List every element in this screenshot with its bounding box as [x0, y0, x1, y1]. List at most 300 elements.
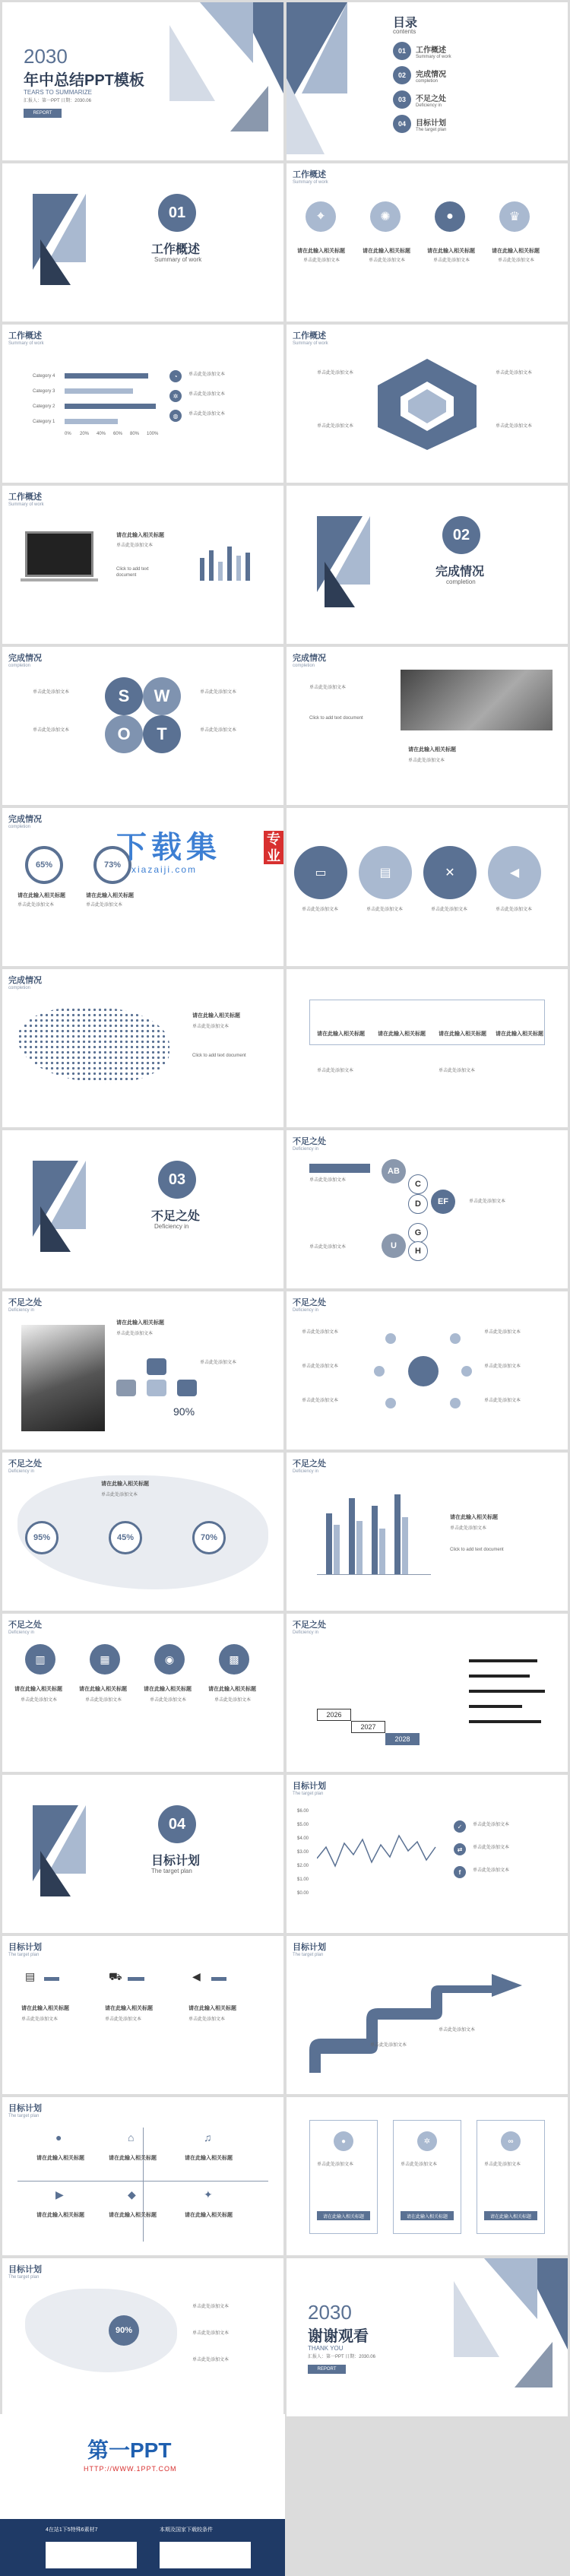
slide-header: 完成情况 completion [8, 815, 42, 829]
ending-meta: 汇报人：第一PPT 日期：2030.06 [308, 2355, 375, 2359]
slide-header: 完成情况 completion [8, 654, 42, 668]
ending-year: 2030 [308, 2301, 352, 2324]
share-icon: ⇄ [454, 1843, 466, 1855]
hex-c: C [408, 1174, 428, 1194]
item-text: 单击此处添加文本 [469, 1199, 506, 1204]
item-text: 单击此处添加文本 [200, 690, 237, 695]
slide-plan-grid[interactable] [2, 2097, 283, 2255]
axis-tick: 40% [97, 432, 106, 436]
item-text: 单击此处添加文本 [496, 908, 533, 912]
axis-tick: 20% [80, 432, 90, 436]
item-text: 单击此处添加文本 [433, 258, 470, 263]
toc-item-1-en: Summary of work [416, 55, 451, 59]
watermark-site: xiazaiji.com [131, 864, 198, 875]
item-text: 单击此处添加文本 [496, 371, 533, 375]
item-text: 单击此处添加文本 [188, 372, 226, 377]
watermark-badge: 专业 [264, 831, 283, 864]
cycle-diagram [370, 355, 484, 454]
toc-item-4-en: The target plan [416, 128, 447, 132]
toc-title-en: contents [393, 28, 416, 35]
check-icon: ✓ [454, 1820, 466, 1833]
bar [65, 404, 156, 409]
item-text: 单击此处添加文本 [302, 1399, 339, 1403]
cover-subtitle: TEARS TO SUMMARIZE [24, 89, 92, 96]
user-icon: ● [55, 2131, 62, 2143]
item-text: 单击此处添加文本 [192, 1025, 230, 1029]
ending-title: 谢谢观看 [308, 2328, 369, 2345]
slide-lack-map[interactable] [2, 1453, 283, 1611]
swot-o: O [105, 715, 143, 753]
slide-header: 目标计划 The target plan [8, 2265, 42, 2280]
cover-year: 2030 [24, 45, 68, 68]
card-button[interactable]: 请在此输入相关标题 [317, 2211, 370, 2220]
slide-plan-arrow[interactable] [287, 1936, 568, 2094]
document-icon: ▤ [25, 1970, 36, 1982]
item-text: Click to add text document [450, 1548, 504, 1552]
ending-report-button[interactable]: REPORT [308, 2365, 346, 2374]
bar [469, 1675, 530, 1678]
section-title: 完成情况 [435, 566, 485, 578]
slide-section-01[interactable] [2, 163, 283, 322]
slide-header: 不足之处 Deficiency in [293, 1298, 326, 1313]
divider [17, 2181, 268, 2182]
item-text: 单击此处添加文本 [484, 1330, 521, 1335]
ring-90: 90% [109, 2315, 139, 2346]
item-title: 请在此输入相关标题 [185, 2156, 233, 2161]
item-text: 单击此处添加文本 [317, 1069, 354, 1073]
item-title: 请在此输入相关标题 [144, 1687, 192, 1692]
slide-header: 不足之处 Deficiency in [293, 1137, 326, 1152]
item-title: 请在此输入相关标题 [317, 1031, 365, 1037]
slide-header: 工作概述 Summary of work [293, 331, 328, 346]
bar [218, 562, 223, 581]
bar [209, 550, 214, 581]
hex-ab: AB [382, 1159, 406, 1183]
brand-left-text: 4在站1下5特殊6素材7 [46, 2527, 98, 2533]
decor-triangle [454, 2281, 499, 2357]
toc-item-3-en: Deficiency in [416, 103, 442, 108]
user-icon: ● [334, 2131, 353, 2151]
item-text: 单击此处添加文本 [450, 1526, 487, 1531]
item-title: 请在此输入相关标题 [297, 249, 345, 254]
hex-g: G [408, 1223, 428, 1243]
clipboard-icon: ▦ [90, 1644, 120, 1675]
book-icon: ▥ [25, 1644, 55, 1675]
item-text: 单击此处添加文本 [33, 690, 70, 695]
item-title: 请在此输入相关标题 [14, 1687, 62, 1692]
hex-d: D [408, 1194, 428, 1214]
monitor-icon: ▭ [294, 846, 347, 899]
slide-section-04[interactable] [2, 1775, 283, 1933]
bar [402, 1517, 408, 1574]
category-label: Category 4 [33, 374, 55, 379]
slide-done-icons[interactable] [287, 808, 568, 966]
bar [469, 1659, 537, 1662]
category-label: Category 1 [33, 420, 55, 424]
bar [356, 1521, 363, 1574]
item-text: 单击此处添加文本 [473, 1823, 510, 1827]
trophy-icon: ♛ [499, 201, 530, 232]
social-icon: f [454, 1866, 466, 1878]
bar [245, 553, 250, 581]
location-icon: ◉ [154, 1644, 185, 1675]
item-text: 单击此处添加文本 [302, 908, 339, 912]
category-label: Category 2 [33, 404, 55, 409]
item-text: 单击此处添加文本 [17, 903, 55, 908]
x-axis [317, 1574, 431, 1575]
item-title: 请在此输入相关标题 [378, 1031, 426, 1037]
home-icon: ⌂ [128, 2131, 135, 2143]
item-title: 请在此输入相关标题 [21, 2006, 69, 2011]
item-text: 单击此处添加文本 [21, 1698, 58, 1703]
chat-icon: ◆ [128, 2188, 136, 2201]
bar [65, 388, 133, 394]
hub-node [385, 1333, 396, 1344]
item-text: 单击此处添加文本 [496, 424, 533, 429]
city-photo [401, 670, 553, 730]
item-text: 单击此处添加文本 [116, 543, 154, 548]
progress-bar [211, 1977, 226, 1981]
slide-header: 不足之处 Deficiency in [8, 1459, 42, 1474]
section-title-en: Deficiency in [154, 1223, 189, 1230]
axis-tick: $1.00 [297, 1877, 309, 1882]
hub-node [450, 1398, 461, 1408]
bar [469, 1705, 522, 1708]
slide-lack-hub[interactable] [287, 1291, 568, 1450]
item-title: 请在此输入相关标题 [427, 249, 475, 254]
item-title: 请在此输入相关标题 [109, 2156, 157, 2161]
item-text: 单击此处添加文本 [192, 2331, 230, 2336]
slide-plan-map[interactable] [2, 2258, 283, 2416]
slide-header: 不足之处 Deficiency in [8, 1621, 42, 1635]
item-text: 单击此处添加文本 [473, 1846, 510, 1850]
item-text: 单击此处添加文本 [309, 1245, 347, 1250]
slide-header: 不足之处 Deficiency in [8, 1298, 42, 1313]
item-text: 单击此处添加文本 [21, 2017, 59, 2022]
item-text: 单击此处添加文本 [192, 2358, 230, 2362]
toc-item-2-en: completion [416, 79, 439, 84]
bar [65, 419, 118, 424]
cover-title: 年中总结PPT模板 [24, 72, 144, 89]
bar [326, 1513, 332, 1574]
item-text: 单击此处添加文本 [439, 2028, 476, 2033]
section-number: 02 [442, 516, 480, 554]
slide-lack-icons[interactable] [2, 1614, 283, 1772]
chart-icon: ◔ [169, 370, 182, 382]
toc-item-3[interactable]: 不足之处 [416, 95, 446, 103]
hub-node [385, 1398, 396, 1408]
bar [469, 1720, 541, 1723]
slide-header: 目标计划 The target plan [293, 1782, 326, 1796]
bar [65, 373, 148, 379]
slide-lack-steps[interactable] [287, 1614, 568, 1772]
bell-icon: ♫ [204, 2131, 212, 2143]
item-text: 单击此处添加文本 [498, 258, 535, 263]
item-title: 请在此输入相关标题 [79, 1687, 127, 1692]
megaphone-icon: ◀ [488, 846, 541, 899]
watermark-text: 下载集 [116, 831, 221, 864]
item-text: 单击此处添加文本 [309, 1178, 347, 1183]
toc-item-1[interactable]: 工作概述 [416, 46, 446, 55]
bar [379, 1529, 385, 1574]
item-title: 请在此输入相关标题 [192, 1013, 240, 1019]
binoculars-icon: ⌖ [306, 201, 336, 232]
item-text: 单击此处添加文本 [366, 908, 404, 912]
brand-url[interactable]: HTTP://WWW.1PPT.COM [84, 2465, 177, 2473]
bar [227, 547, 232, 581]
item-text: 单击此处添加文本 [116, 1332, 154, 1336]
slide-work-icons[interactable] [287, 163, 568, 322]
hex-u: U [382, 1234, 406, 1258]
divider [143, 2128, 144, 2242]
building-icon: ▩ [219, 1644, 249, 1675]
item-text: 单击此处添加文本 [473, 1868, 510, 1873]
ring-95: 95% [25, 1521, 59, 1554]
puzzle-piece [177, 1380, 197, 1396]
item-text: 单击此处添加文本 [85, 1698, 122, 1703]
world-map-dots [17, 1007, 169, 1083]
item-text: 单击此处添加文本 [200, 1361, 237, 1365]
section-number: 01 [158, 194, 196, 232]
decor-triangle [325, 562, 355, 607]
bar [372, 1506, 378, 1574]
decor-triangle [40, 1851, 71, 1896]
decor-triangle [169, 25, 215, 101]
slide-done-map[interactable] [2, 969, 283, 1127]
section-number: 04 [158, 1805, 196, 1843]
item-text: 单击此处添加文本 [408, 759, 445, 763]
arrow-path [302, 1966, 553, 2080]
item-text: 单击此处添加文本 [150, 1698, 187, 1703]
item-title: 请在此输入相关标题 [109, 2213, 157, 2218]
decor-triangle [40, 239, 71, 285]
cart-icon: ⛟ [109, 1970, 122, 1982]
progress-bar [128, 1977, 144, 1981]
axis-tick: $6.00 [297, 1809, 309, 1814]
slide-lack-bars[interactable] [287, 1453, 568, 1611]
hub-center [408, 1356, 439, 1386]
cover-meta: 汇报人：第一PPT 日期：2030.06 [24, 99, 91, 103]
bar [349, 1498, 355, 1574]
section-title: 不足之处 [151, 1210, 201, 1223]
item-text: 单击此处添加文本 [401, 2163, 438, 2167]
item-title: 请在此输入相关标题 [86, 893, 134, 898]
item-title: 请在此输入相关标题 [208, 1687, 256, 1692]
slide-plan-cards[interactable] [287, 2097, 568, 2255]
item-title: 请在此输入相关标题 [492, 249, 540, 254]
brand-right-text: 本期及国家下载较条件 [160, 2527, 213, 2533]
toc-item-2[interactable]: 完成情况 [416, 71, 446, 79]
decor-triangle [40, 1206, 71, 1252]
ending-en: THANK YOU [308, 2345, 344, 2352]
item-text: 单击此处添加文本 [33, 728, 70, 733]
tools-icon: ✕ [423, 846, 477, 899]
card-button[interactable]: 请在此输入相关标题 [484, 2211, 537, 2220]
item-text: 单击此处添加文本 [317, 2163, 354, 2167]
slide-work-laptop[interactable] [2, 486, 283, 644]
laptop-image [25, 531, 93, 577]
ring-70: 70% [192, 1521, 226, 1554]
item-title: 请在此输入相关标题 [105, 2006, 153, 2011]
lightbulb-icon: ✺ [370, 201, 401, 232]
star-icon: ✦ [204, 2188, 213, 2201]
megaphone-icon: ◀ [192, 1970, 201, 1982]
axis-tick: $2.00 [297, 1864, 309, 1868]
axis-tick: 80% [130, 432, 140, 436]
ring-45: 45% [109, 1521, 142, 1554]
swot-w: W [143, 677, 181, 715]
item-title: 请在此输入相关标题 [116, 1320, 164, 1326]
decor-triangle [287, 78, 325, 154]
item-text: 单击此处添加文本 [431, 908, 468, 912]
item-title: 请在此输入相关标题 [116, 533, 164, 538]
axis-tick: $0.00 [297, 1891, 309, 1896]
bar [200, 558, 204, 581]
section-title: 工作概述 [151, 243, 201, 256]
item-text: 单击此处添加文本 [302, 1364, 339, 1369]
toc-num-1: 01 [393, 42, 411, 60]
toc-title: 目录 [393, 17, 418, 30]
item-text: Click to add text document [309, 716, 363, 721]
hex-ef: EF [431, 1190, 455, 1214]
ring-73: 73% [93, 846, 131, 884]
item-title: 请在此输入相关标题 [17, 893, 65, 898]
item-title: 请在此输入相关标题 [450, 1515, 498, 1520]
link-icon: ∞ [501, 2131, 521, 2151]
year-2027: 2027 [351, 1721, 385, 1733]
slide-header: 目标计划 The target plan [293, 1943, 326, 1957]
puzzle-piece [147, 1380, 166, 1396]
item-title: 请在此输入相关标题 [101, 1481, 149, 1487]
brand-footer [0, 2414, 285, 2576]
item-text: 单击此处添加文本 [214, 1698, 252, 1703]
axis-tick: 0% [65, 432, 71, 436]
slide-done-swot[interactable] [2, 647, 283, 805]
decor-triangle [515, 2342, 553, 2387]
item-text: 单击此处添加文本 [317, 371, 354, 375]
item-title: 请在此输入相关标题 [188, 2006, 236, 2011]
item-title: 请在此输入相关标题 [36, 2213, 84, 2218]
percent-90: 90% [173, 1405, 195, 1418]
slide-header: 不足之处 Deficiency in [293, 1621, 326, 1635]
slide-plan-progress[interactable] [2, 1936, 283, 2094]
slide-ending[interactable] [287, 2258, 568, 2416]
item-title: 请在此输入相关标题 [496, 1031, 543, 1037]
slide-done-rings[interactable] [2, 808, 283, 966]
axis-tick: $5.00 [297, 1823, 309, 1827]
slide-done-tabs[interactable] [287, 969, 568, 1127]
ring-65: 65% [25, 846, 63, 884]
slide-section-03[interactable] [2, 1130, 283, 1288]
swot-s: S [105, 677, 143, 715]
toc-num-4: 04 [393, 115, 411, 133]
hub-node [461, 1366, 472, 1377]
item-text: 单击此处添加文本 [192, 2305, 230, 2309]
axis-tick: $4.00 [297, 1836, 309, 1841]
slide-header: 完成情况 completion [8, 976, 42, 990]
toc-num-3: 03 [393, 90, 411, 109]
presentation-icon: ▤ [359, 846, 412, 899]
bar [469, 1690, 545, 1693]
puzzle-piece [147, 1358, 166, 1375]
slide-cover[interactable] [2, 2, 283, 160]
item-text: Click to add text document [116, 567, 149, 578]
card-button[interactable]: 请在此输入相关标题 [401, 2211, 454, 2220]
slide-header: 目标计划 The target plan [8, 1943, 42, 1957]
bar [236, 556, 241, 581]
item-title: 请在此输入相关标题 [439, 1031, 486, 1037]
cover-report-button[interactable]: REPORT [24, 109, 62, 118]
item-text: 单击此处添加文本 [484, 2163, 521, 2167]
toc-num-2: 02 [393, 66, 411, 84]
item-text: 单击此处添加文本 [188, 392, 226, 397]
item-text: Click to add text document [192, 1054, 246, 1058]
toc-item-4[interactable]: 目标计划 [416, 119, 446, 128]
settings-icon: ✲ [169, 390, 182, 402]
axis-tick: 60% [113, 432, 123, 436]
bar [334, 1525, 340, 1574]
slide-plan-line[interactable] [287, 1775, 568, 1933]
slide-header: 工作概述 Summary of work [8, 331, 44, 346]
item-title: 请在此输入相关标题 [408, 747, 456, 753]
category-label: Category 3 [33, 389, 55, 394]
decor-triangle [230, 86, 268, 131]
year-2026: 2026 [317, 1709, 351, 1721]
year-2028: 2028 [385, 1733, 420, 1745]
item-text: 单击此处添加文本 [439, 1069, 476, 1073]
slide-section-02[interactable] [287, 486, 568, 644]
item-text: 单击此处添加文本 [317, 424, 354, 429]
item-text: 单击此处添加文本 [370, 2043, 407, 2048]
brand-panel [160, 2542, 251, 2568]
slide-lack-hex[interactable] [287, 1130, 568, 1288]
item-title: 请在此输入相关标题 [36, 2156, 84, 2161]
section-title-en: Summary of work [154, 256, 202, 263]
slide-toc[interactable] [287, 2, 568, 160]
slide-work-bars[interactable] [2, 325, 283, 483]
line-chart [317, 1813, 439, 1896]
item-text: 单击此处添加文本 [105, 2017, 142, 2022]
play-icon: ▶ [55, 2188, 64, 2201]
item-text: 单击此处添加文本 [303, 258, 340, 263]
puzzle-piece [116, 1380, 136, 1396]
brand-name: 第一PPT [87, 2438, 172, 2462]
brand-blue-band [0, 2519, 285, 2576]
section-title-en: completion [446, 578, 476, 585]
bar [394, 1494, 401, 1574]
building-photo [21, 1325, 105, 1431]
item-text: 单击此处添加文本 [484, 1399, 521, 1403]
user-icon: ● [435, 201, 465, 232]
label-bar [309, 1164, 370, 1173]
panel-box [309, 1000, 545, 1045]
slide-header: 工作概述 Summary of work [8, 493, 44, 507]
globe-icon: ◍ [169, 410, 182, 422]
item-text: 单击此处添加文本 [484, 1364, 521, 1369]
settings-icon: ✲ [417, 2131, 437, 2151]
hub-node [374, 1366, 385, 1377]
slide-lack-building[interactable] [2, 1291, 283, 1450]
item-title: 请在此输入相关标题 [363, 249, 410, 254]
slide-header: 工作概述 Summary of work [293, 170, 328, 185]
slide-done-photo[interactable] [287, 647, 568, 805]
item-text: 单击此处添加文本 [188, 2017, 226, 2022]
item-text: 单击此处添加文本 [188, 412, 226, 417]
brand-panel [46, 2542, 137, 2568]
slide-header: 完成情况 completion [293, 654, 326, 668]
slide-work-cycle[interactable] [287, 325, 568, 483]
laptop-base [21, 578, 98, 581]
